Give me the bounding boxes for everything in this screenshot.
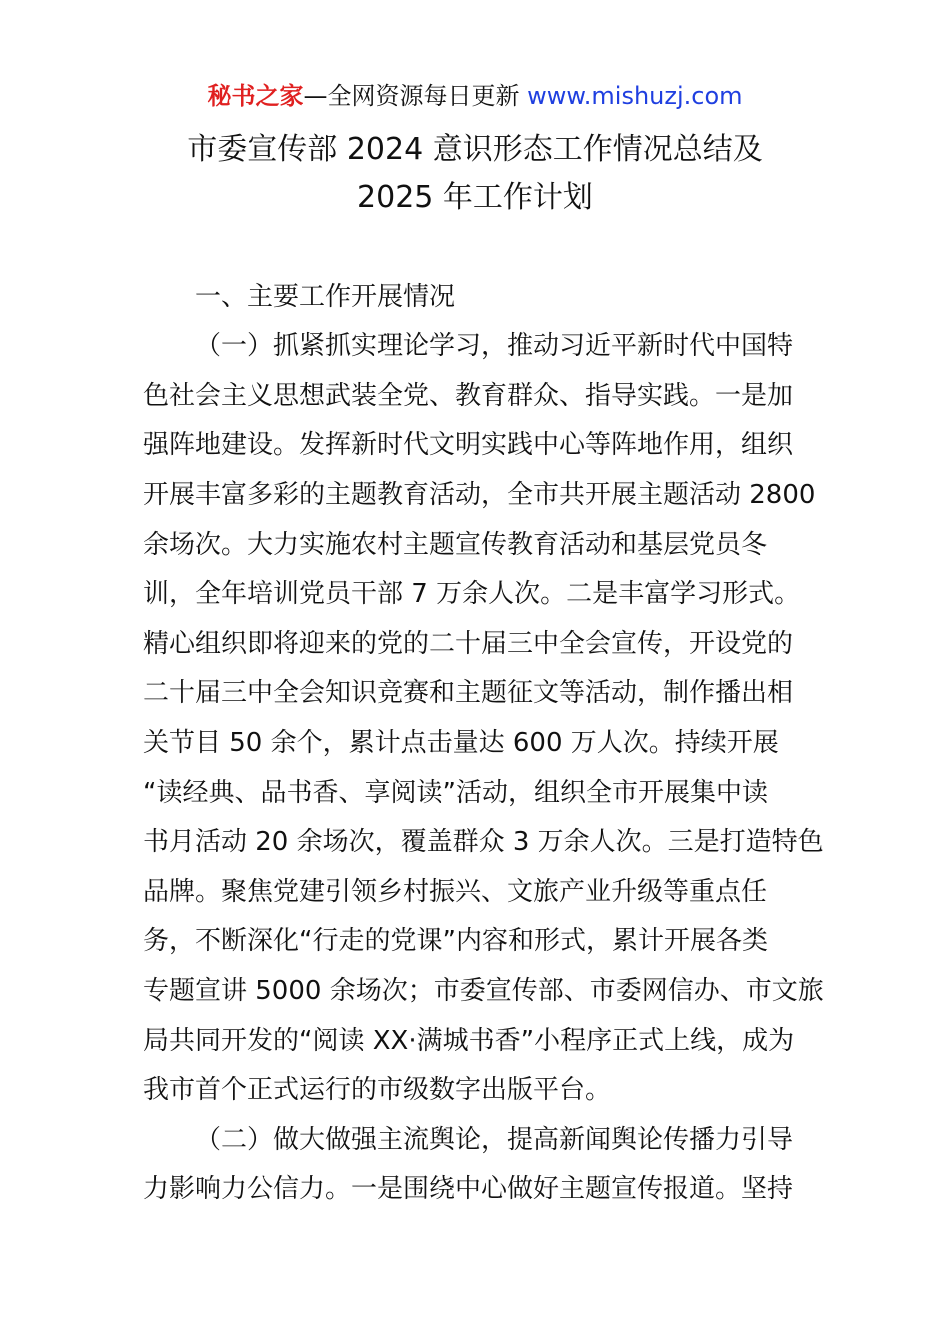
paragraph-1-line: 余场次。大力实施农村主题宣传教育活动和基层党员冬 — [143, 530, 768, 560]
paragraph-2-line: 力影响力公信力。一是围绕中心做好主题宣传报道。坚持 — [143, 1174, 794, 1204]
paragraph-2-line: （二）做大做强主流舆论，提高新闻舆论传播力引导 — [195, 1125, 794, 1155]
document-title-line-1: 市委宣传部 2024 意识形态工作情况总结及 — [187, 132, 763, 167]
paragraph-1-line: 书月活动 20 余场次，覆盖群众 3 万余人次。三是打造特色 — [143, 827, 824, 857]
paragraph-1-line: 品牌。聚焦党建引领乡村振兴、文旅产业升级等重点任 — [143, 877, 768, 907]
paragraph-1-line: 训，全年培训党员干部 7 万余人次。二是丰富学习形式。 — [143, 579, 801, 609]
paragraph-1-line: 关节目 50 余个，累计点击量达 600 万人次。持续开展 — [143, 728, 779, 758]
paragraph-1-line: 色社会主义思想武装全党、教育群众、指导实践。一是加 — [143, 381, 794, 411]
document-title-line-2: 2025 年工作计划 — [357, 180, 593, 215]
paragraph-1-line: “读经典、品书香、享阅读”活动，组织全市开展集中读 — [143, 778, 768, 808]
paragraph-1-line: 务，不断深化“行走的党课”内容和形式，累计开展各类 — [143, 926, 768, 956]
paragraph-1-line: 精心组织即将迎来的党的二十届三中全会宣传，开设党的 — [143, 629, 794, 659]
paragraph-1-line: （一）抓紧抓实理论学习，推动习近平新时代中国特 — [195, 331, 794, 361]
section-heading: 一、主要工作开展情况 — [195, 282, 456, 312]
paragraph-1-line: 强阵地建设。发挥新时代文明实践中心等阵地作用，组织 — [143, 430, 794, 460]
site-banner — [0, 80, 950, 112]
site-url-link[interactable]: www.mishuzj.com — [527, 82, 743, 110]
banner-tagline: —全网资源每日更新 — [303, 82, 528, 110]
paragraph-1-line: 专题宣讲 5000 余场次；市委宣传部、市委网信办、市文旅 — [143, 976, 824, 1006]
paragraph-1-line: 开展丰富多彩的主题教育活动，全市共开展主题活动 2800 — [143, 480, 816, 510]
paragraph-1-line: 局共同开发的“阅读 XX·满城书香”小程序正式上线，成为 — [143, 1026, 795, 1056]
paragraph-1-line: 我市首个正式运行的市级数字出版平台。 — [143, 1075, 612, 1105]
brand-name: 秘书之家 — [207, 82, 304, 110]
paragraph-1-line: 二十届三中全会知识竞赛和主题征文等活动，制作播出相 — [143, 678, 794, 708]
